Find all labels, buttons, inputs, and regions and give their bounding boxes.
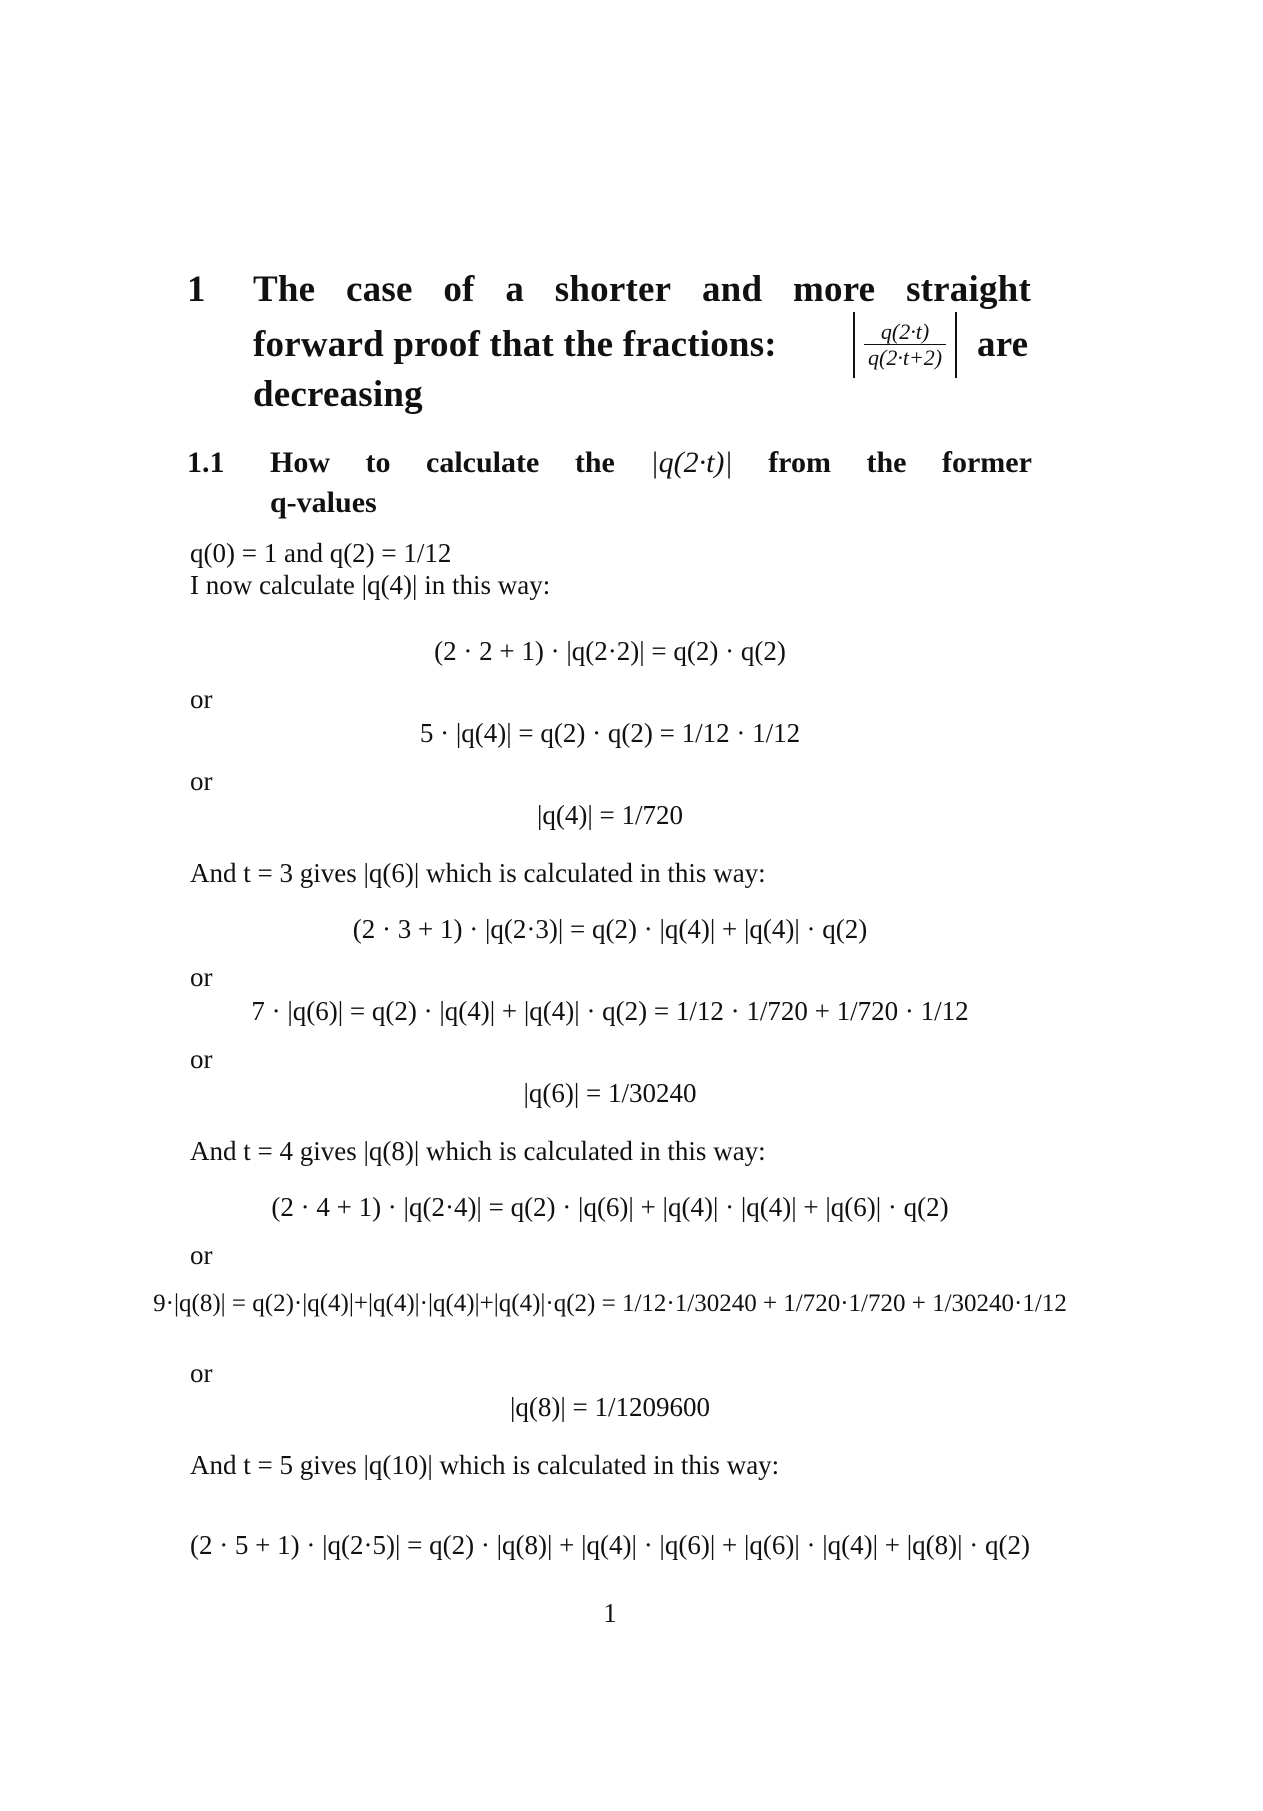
section-title-line1 [253, 268, 1031, 311]
section-number: 1 [187, 269, 206, 310]
title-word: shorter [554, 269, 672, 310]
or-label: or [190, 962, 213, 992]
title-word: The [253, 269, 316, 310]
equation-3: |q(4)| = 1/720 [536, 800, 684, 830]
title-math: |q(2·t)| [650, 446, 733, 479]
page-number: 1 [603, 1598, 617, 1628]
or-label: or [190, 1044, 213, 1074]
paragraph-t3: And t = 3 gives |q(6)| which is calculated in this way: [190, 858, 766, 888]
or-label: or [190, 1240, 213, 1270]
section-title-line2: forward proof that the fractions: [253, 324, 777, 365]
equation-4: (2 · 3 + 1) · |q(2·3)| = q(2) · |q(4)| + |q(4)| · q(2) [352, 914, 868, 944]
equation-2: 5 · |q(4)| = q(2) · q(2) = 1/12 · 1/12 [419, 718, 801, 748]
equation-7: (2 · 4 + 1) · |q(2·4)| = q(2) · |q(6)| + |q(4)| · |q(4)| + |q(6)| · q(2) [271, 1192, 949, 1222]
equation-6: |q(6)| = 1/30240 [523, 1078, 697, 1108]
or-label: or [190, 1358, 213, 1388]
equation-5: 7 · |q(6)| = q(2) · |q(4)| + |q(4)| · q(2) = 1/12 · 1/720 + 1/720 · 1/12 [251, 996, 969, 1026]
title-word: the [866, 446, 907, 479]
title-word: a [505, 269, 525, 310]
title-word: the [574, 446, 615, 479]
title-word: more [793, 269, 876, 310]
fraction-numerator: q(2·t) [880, 318, 930, 344]
title-word: straight [906, 269, 1031, 310]
title-word: How [270, 446, 330, 479]
subsection-title-line1 [270, 446, 1032, 480]
title-word: of [443, 269, 475, 310]
equation-9: |q(8)| = 1/1209600 [509, 1392, 711, 1422]
equation-10: (2 · 5 + 1) · |q(2·5)| = q(2) · |q(8)| + |q(4)| · |q(6)| + |q(6)| · |q(4)| + |q(8)| · q(2) [189, 1530, 1031, 1560]
paragraph-t4: And t = 4 gives |q(8)| which is calculated in this way: [190, 1136, 766, 1166]
title-word: case [346, 269, 413, 310]
title-word: calculate [426, 446, 540, 479]
section-title-line3: decreasing [253, 374, 423, 415]
subsection-title-line2: q-values [270, 486, 377, 519]
title-word: to [365, 446, 391, 479]
fraction-denominator: q(2·t+2) [864, 344, 946, 371]
title-word: and [701, 269, 763, 310]
section-title-fraction [853, 312, 957, 378]
paragraph-t5: And t = 5 gives |q(10)| which is calculated in this way: [190, 1450, 780, 1480]
equation-8: 9·|q(8)| = q(2)·|q(4)|+|q(4)|·|q(4)|+|q(4)|·q(2) = 1/12·1/30240 + 1/720·1/720 + 1/30240·1/12 [153, 1290, 1067, 1317]
subsection-number: 1.1 [187, 446, 225, 479]
or-label: or [190, 684, 213, 714]
title-word: former [941, 446, 1032, 479]
title-word: from [768, 446, 831, 479]
intro-line-1: q(0) = 1 and q(2) = 1/12 [190, 538, 452, 568]
or-label: or [190, 766, 213, 796]
intro-line-2: I now calculate |q(4)| in this way: [190, 570, 551, 600]
equation-1: (2 · 2 + 1) · |q(2·2)| = q(2) · q(2) [434, 636, 786, 666]
section-title-line2-end: are [977, 324, 1029, 365]
